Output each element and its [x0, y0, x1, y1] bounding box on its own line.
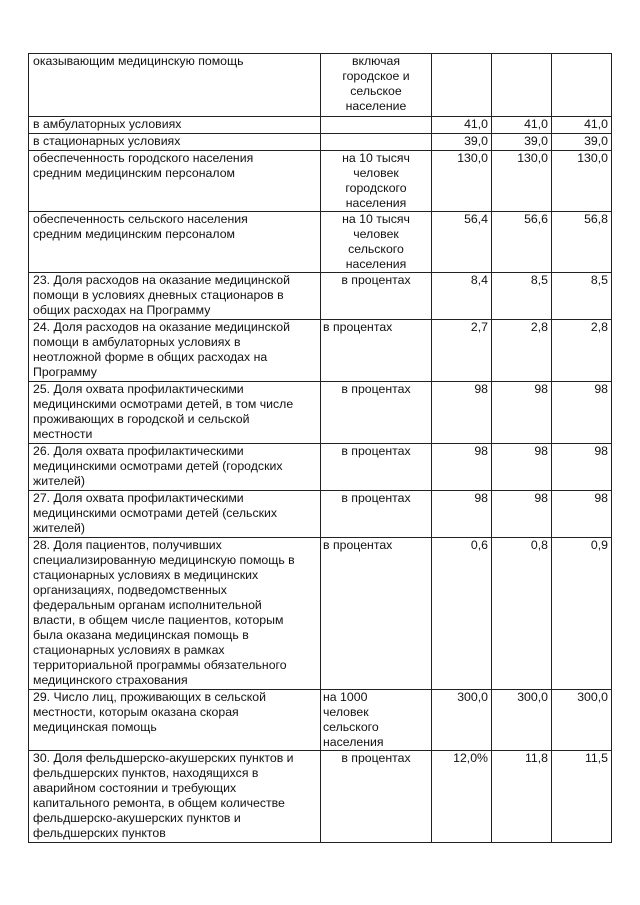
indicators-table-page	[28, 53, 610, 843]
indicator-name: 24. Доля расходов на оказание медицинской помощи в амбулаторных условиях в неотложной форме в общих расходах на Программу	[29, 320, 321, 382]
indicator-name: 28. Доля пациентов, получивших специализированную медицинскую помощь в стационарных условиях в медицинских организациях, подведомственных федеральным органам исполнительной власти, в общем числе пациентов, которым была оказана медицинская помощь в стационарных условиях в рамках территориальной программы обязательного медицинского страхования	[29, 538, 321, 690]
value-year-1: 300,0	[432, 690, 492, 751]
value-year-3: 98	[552, 382, 612, 444]
value-year-2	[492, 54, 552, 117]
value-year-3: 56,8	[552, 212, 612, 273]
value-year-2: 130,0	[492, 151, 552, 212]
value-year-3: 98	[552, 491, 612, 538]
table-row	[29, 320, 612, 382]
value-year-1: 130,0	[432, 151, 492, 212]
value-year-2: 41,0	[492, 117, 552, 134]
indicators-table	[28, 53, 612, 843]
value-year-2: 98	[492, 491, 552, 538]
value-year-1: 56,4	[432, 212, 492, 273]
unit-cell: в процентах	[321, 444, 432, 491]
unit-cell: в процентах	[321, 491, 432, 538]
unit-cell	[321, 134, 432, 151]
value-year-1: 12,0%	[432, 751, 492, 843]
table-row	[29, 54, 612, 117]
indicator-name: в амбулаторных условиях	[29, 117, 321, 134]
table-row	[29, 751, 612, 843]
value-year-2: 11,8	[492, 751, 552, 843]
indicator-name: 27. Доля охвата профилактическими медицинскими осмотрами детей (сельских жителей)	[29, 491, 321, 538]
value-year-2: 0,8	[492, 538, 552, 690]
value-year-1: 8,4	[432, 273, 492, 320]
value-year-3: 11,5	[552, 751, 612, 843]
unit-cell: на 10 тысяч человек сельского населения	[321, 212, 432, 273]
value-year-1: 41,0	[432, 117, 492, 134]
unit-cell: включая городское и сельское население	[321, 54, 432, 117]
unit-cell: в процентах	[321, 273, 432, 320]
value-year-3: 41,0	[552, 117, 612, 134]
indicator-name: 26. Доля охвата профилактическими медицинскими осмотрами детей (городских жителей)	[29, 444, 321, 491]
table-row	[29, 538, 612, 690]
value-year-2: 98	[492, 382, 552, 444]
indicator-name: 29. Число лиц, проживающих в сельской местности, которым оказана скорая медицинская помощь	[29, 690, 321, 751]
value-year-3: 98	[552, 444, 612, 491]
unit-cell: в процентах	[321, 320, 432, 382]
table-row	[29, 444, 612, 491]
unit-cell: в процентах	[321, 382, 432, 444]
value-year-3: 300,0	[552, 690, 612, 751]
value-year-3: 39,0	[552, 134, 612, 151]
indicator-name: обеспеченность городского населения средним медицинским персоналом	[29, 151, 321, 212]
value-year-1: 39,0	[432, 134, 492, 151]
value-year-3: 130,0	[552, 151, 612, 212]
value-year-2: 98	[492, 444, 552, 491]
indicator-name: в стационарных условиях	[29, 134, 321, 151]
value-year-1: 98	[432, 382, 492, 444]
table-row	[29, 212, 612, 273]
table-row	[29, 690, 612, 751]
unit-cell: в процентах	[321, 751, 432, 843]
value-year-3: 0,9	[552, 538, 612, 690]
indicator-name: оказывающим медицинскую помощь	[29, 54, 321, 117]
table-row	[29, 273, 612, 320]
value-year-2: 39,0	[492, 134, 552, 151]
value-year-2: 56,6	[492, 212, 552, 273]
table-row	[29, 117, 612, 134]
table-row	[29, 134, 612, 151]
indicator-name: обеспеченность сельского населения средним медицинским персоналом	[29, 212, 321, 273]
value-year-1: 98	[432, 444, 492, 491]
value-year-2: 8,5	[492, 273, 552, 320]
value-year-1: 98	[432, 491, 492, 538]
unit-cell	[321, 117, 432, 134]
value-year-3: 8,5	[552, 273, 612, 320]
table-row	[29, 491, 612, 538]
unit-cell: в процентах	[321, 538, 432, 690]
value-year-2: 2,8	[492, 320, 552, 382]
value-year-1	[432, 54, 492, 117]
unit-cell: на 1000 человек сельского населения	[321, 690, 432, 751]
value-year-2: 300,0	[492, 690, 552, 751]
indicator-name: 30. Доля фельдшерско-акушерских пунктов и фельдшерских пунктов, находящихся в аварийном состоянии и требующих капитального ремонта, в общем количестве фельдшерско-акушерских пунктов и фельдшерских пунктов	[29, 751, 321, 843]
value-year-3	[552, 54, 612, 117]
value-year-1: 0,6	[432, 538, 492, 690]
indicator-name: 23. Доля расходов на оказание медицинской помощи в условиях дневных стационаров в общих расходах на Программу	[29, 273, 321, 320]
indicator-name: 25. Доля охвата профилактическими медицинскими осмотрами детей, в том числе проживающих в городской и сельской местности	[29, 382, 321, 444]
unit-cell: на 10 тысяч человек городского населения	[321, 151, 432, 212]
table-row	[29, 382, 612, 444]
table-row	[29, 151, 612, 212]
value-year-1: 2,7	[432, 320, 492, 382]
value-year-3: 2,8	[552, 320, 612, 382]
